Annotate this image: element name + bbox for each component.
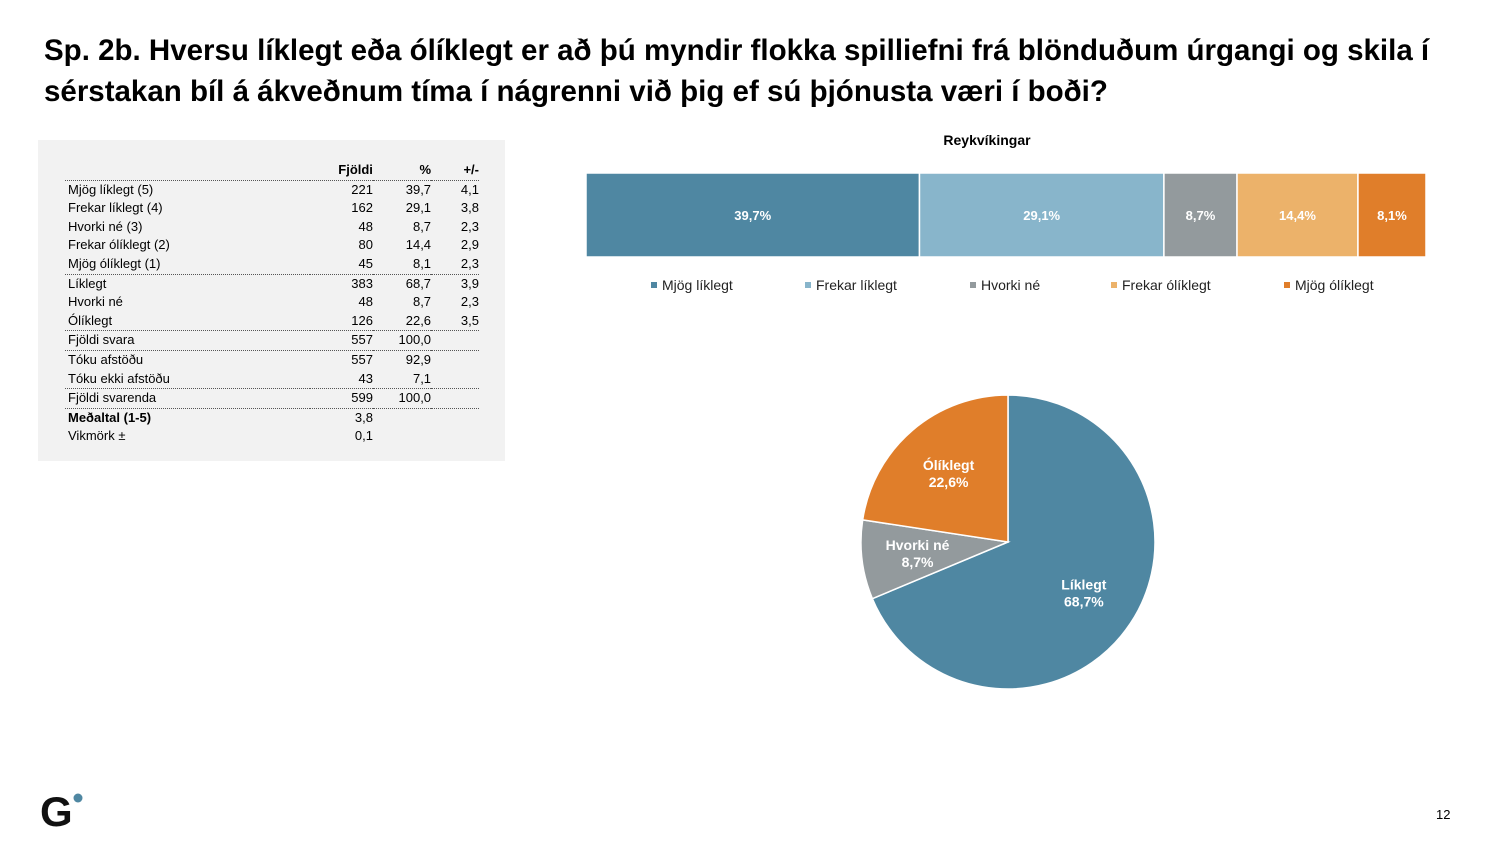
row-pct: 8,7 [412, 294, 432, 310]
row-moe: 3,9 [431, 274, 479, 293]
row-moe: 2,9 [460, 237, 479, 253]
row-pct: 8,7 [412, 218, 432, 234]
bar-data-label: 14,4% [1279, 208, 1316, 223]
legend-swatch [1284, 282, 1290, 288]
row-label: Mjög líklegt (5) [68, 181, 154, 197]
pie-slice-name: Ólíklegt [922, 456, 975, 473]
row-count: 43 [358, 370, 373, 386]
table-header-pct: % [373, 161, 431, 180]
row-count: 3,8 [310, 408, 373, 427]
row-count: 0,1 [354, 428, 373, 444]
legend-swatch [805, 282, 811, 288]
row-pct: 100,0 [373, 389, 431, 409]
row-label: Hvorki né (3) [68, 218, 143, 234]
bar-data-label: 29,1% [1023, 208, 1061, 223]
row-label: Mjög ólíklegt (1) [68, 255, 161, 271]
table-header-moe: +/- [431, 161, 479, 180]
row-count: 557 [310, 331, 373, 351]
pie-slice-value: 68,7% [1064, 593, 1104, 610]
row-moe: 3,8 [460, 200, 479, 216]
page-title: Sp. 2b. Hversu líklegt eða ólíklegt er að þú myndir flokka spilliefni frá blönduðum úrgangi og skila í sérstakan bíl á ákveðnum tíma í nágrenni við þig ef sú þjónusta væri í boði? [44, 34, 1430, 108]
row-pct: 68,7 [373, 274, 431, 293]
gallup-logo [40, 790, 88, 832]
row-label: Tóku afstöðu [65, 350, 310, 369]
row-moe: 3,5 [460, 312, 479, 328]
legend-label: Mjög líklegt [662, 277, 733, 293]
row-count: 48 [358, 294, 373, 310]
bar-chart-title: Reykvíkingar [943, 132, 1031, 148]
row-count: 126 [351, 312, 373, 328]
page-number: 12 [1436, 807, 1451, 822]
row-count: 45 [358, 255, 373, 271]
row-pct: 22,6 [405, 312, 432, 328]
bar-data-label: 8,7% [1185, 208, 1216, 223]
bar-data-label: 39,7% [734, 208, 772, 223]
row-label: Fjöldi svarenda [65, 389, 310, 409]
row-label: Hvorki né [68, 294, 123, 310]
pie-slice-name: Líklegt [1061, 576, 1107, 593]
row-moe: 2,3 [460, 218, 479, 234]
row-label: Vikmörk ± [68, 428, 126, 444]
legend-swatch [651, 282, 657, 288]
row-moe: 2,3 [460, 255, 479, 271]
row-label: Líklegt [65, 274, 310, 293]
logo-letter: G [40, 790, 73, 832]
logo-dot [74, 794, 83, 803]
row-moe: 2,3 [460, 294, 479, 310]
legend-label: Hvorki né [981, 277, 1041, 293]
legend-swatch [1111, 282, 1117, 288]
legend-swatch [970, 282, 976, 288]
row-pct: 7,1 [412, 370, 432, 386]
legend-label: Frekar líklegt [816, 277, 897, 293]
row-pct: 92,9 [373, 350, 431, 369]
row-count: 599 [310, 389, 373, 409]
row-label: Ólíklegt [68, 312, 113, 328]
row-count: 383 [310, 274, 373, 293]
row-label: Fjöldi svara [65, 331, 310, 351]
bar-data-label: 8,1% [1377, 208, 1407, 223]
row-label: Meðaltal (1-5) [65, 408, 310, 427]
row-label: Frekar ólíklegt (2) [68, 237, 170, 253]
row-count: 557 [310, 350, 373, 369]
pie-slice-name: Hvorki né [885, 537, 950, 554]
row-label: Tóku ekki afstöðu [68, 370, 170, 386]
pie-slice-value: 22,6% [928, 473, 969, 490]
row-count: 80 [358, 237, 373, 253]
legend-label: Mjög ólíklegt [1295, 277, 1374, 293]
pie-slice-value: 8,7% [901, 554, 934, 571]
row-count: 48 [358, 218, 373, 234]
legend-label: Frekar ólíklegt [1122, 277, 1211, 293]
table-header-count: Fjöldi [310, 161, 373, 180]
row-label: Frekar líklegt (4) [68, 200, 163, 216]
row-count: 221 [351, 181, 373, 197]
row-count: 162 [351, 200, 373, 216]
row-pct: 100,0 [373, 331, 431, 351]
row-moe: 4,1 [460, 181, 479, 197]
row-pct: 39,7 [405, 181, 432, 197]
row-pct: 8,1 [412, 255, 432, 271]
row-pct: 29,1 [405, 200, 432, 216]
row-pct: 14,4 [405, 237, 432, 253]
